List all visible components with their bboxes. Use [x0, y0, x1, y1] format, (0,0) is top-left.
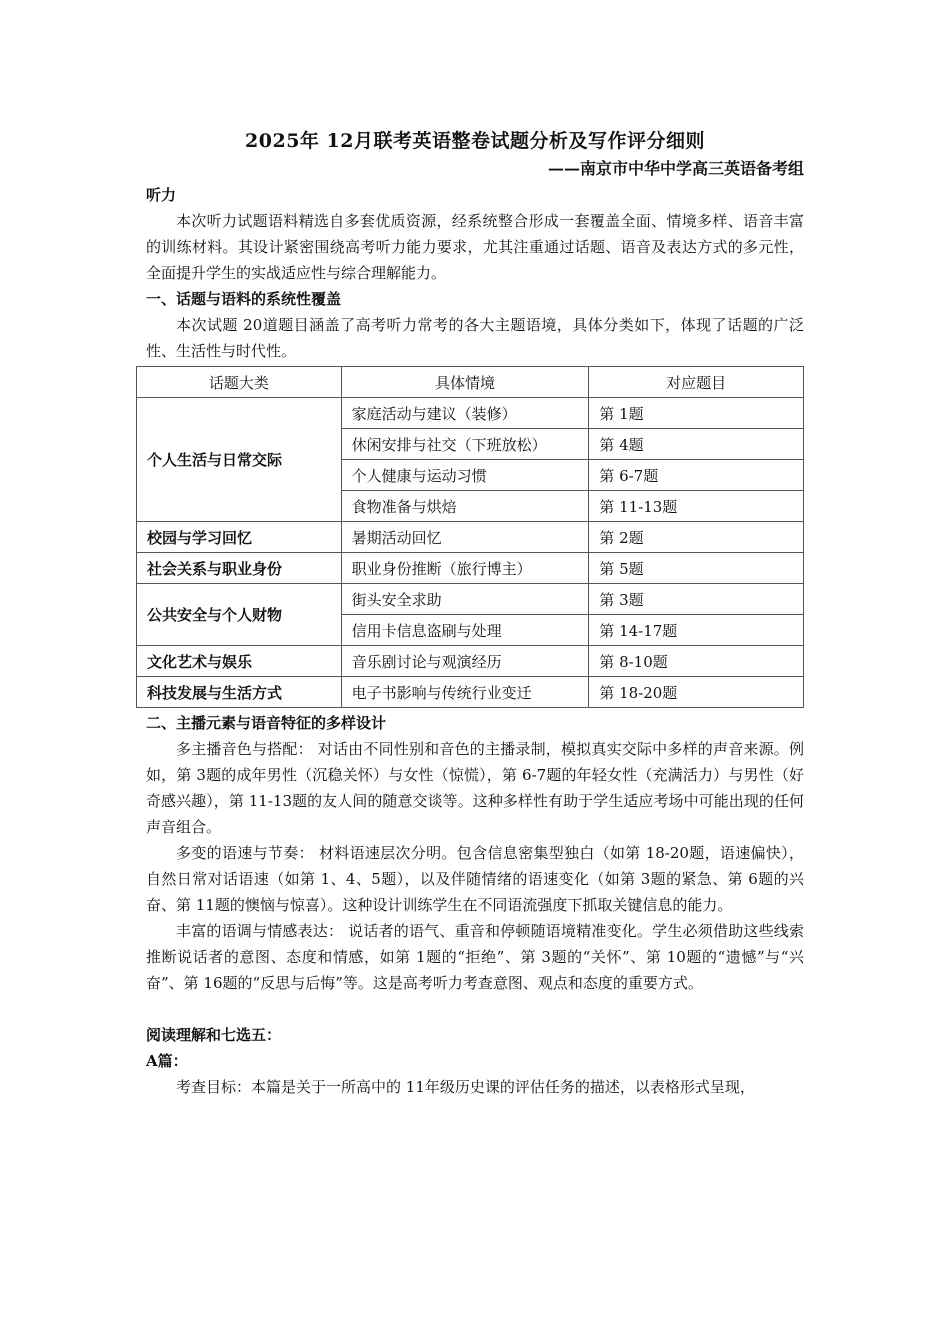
category-cell: 社会关系与职业身份 — [137, 553, 342, 584]
section1-text: 本次试题 20道题目涵盖了高考听力常考的各大主题语境，具体分类如下，体现了话题的广泛性、生活性与时代性。 — [146, 316, 804, 360]
scene-cell: 街头安全求助 — [341, 584, 589, 615]
document-subtitle: ——南京市中华中学高三英语备考组 — [547, 159, 804, 178]
voice-variety-paragraph: 多主播音色与搭配： 对话由不同性别和音色的主播录制，模拟真实交际中多样的声音来源。例如，第 3题的成年男性（沉稳关怀）与女性（惊慌），第 6-7题的年轻女性（充满活力）与男性（好奇感兴趣），第 11-13题的友人间的随意交谈等。这种多样性有助于学生适应考场中可能出现的任何声音组合。 — [146, 740, 804, 836]
document-page — [146, 126, 804, 1100]
document-title: 2025年 12月联考英语整卷试题分析及写作评分细则 — [245, 130, 705, 152]
table-header-cell: 话题大类 — [137, 367, 342, 398]
items-cell: 第 18-20题 — [589, 677, 804, 708]
items-cell: 第 2题 — [589, 522, 804, 553]
scene-cell: 家庭活动与建议（装修） — [341, 398, 589, 429]
table-row — [137, 522, 804, 553]
table-row — [137, 646, 804, 677]
category-cell: 公共安全与个人财物 — [137, 584, 342, 646]
items-cell: 第 4题 — [589, 429, 804, 460]
listening-intro: 本次听力试题语料精选自多套优质资源，经系统整合形成一套覆盖全面、情境多样、语音丰富的训练材料。其设计紧密围绕高考听力能力要求，尤其注重通过话题、语音及表达方式的多元性，全面提升学生的实战适应性与综合理解能力。 — [146, 212, 804, 282]
table-row — [137, 584, 804, 615]
table-header-cell: 对应题目 — [589, 367, 804, 398]
items-cell: 第 14-17题 — [589, 615, 804, 646]
category-cell: 个人生活与日常交际 — [137, 398, 342, 522]
scene-cell: 信用卡信息盗刷与处理 — [341, 615, 589, 646]
scene-cell: 个人健康与运动习惯 — [341, 460, 589, 491]
intonation-paragraph: 丰富的语调与情感表达： 说话者的语气、重音和停顿随语境精准变化。学生必须借助这些线索推断说话者的意图、态度和情感，如第 1题的“拒绝”、第 3题的“关怀”、第 10题的“遗憾”与“兴奋”、第 16题的“反思与后悔”等。这是高考听力考查意图、观点和态度的重要方式。 — [146, 922, 804, 992]
scene-cell: 休闲安排与社交（下班放松） — [341, 429, 589, 460]
listening-heading: 听力 — [146, 186, 177, 204]
table-header-cell: 具体情境 — [341, 367, 589, 398]
section2-heading: 二、主播元素与语音特征的多样设计 — [146, 714, 387, 732]
part-a-heading: A篇： — [146, 1052, 188, 1070]
items-cell: 第 8-10题 — [589, 646, 804, 677]
topic-table — [136, 366, 804, 708]
scene-cell: 电子书影响与传统行业变迁 — [341, 677, 589, 708]
table-row — [137, 553, 804, 584]
table-header-row — [137, 367, 804, 398]
table-row — [137, 398, 804, 429]
items-cell: 第 6-7题 — [589, 460, 804, 491]
items-cell: 第 3题 — [589, 584, 804, 615]
blank-line — [146, 996, 804, 1022]
items-cell: 第 5题 — [589, 553, 804, 584]
section1-heading: 一、话题与语料的系统性覆盖 — [146, 290, 342, 308]
scene-cell: 暑期活动回忆 — [341, 522, 589, 553]
table-row — [137, 677, 804, 708]
scene-cell: 食物准备与烘焙 — [341, 491, 589, 522]
speech-rate-paragraph: 多变的语速与节奏： 材料语速层次分明。包含信息密集型独白（如第 18-20题，语速偏快），自然日常对话语速（如第 1、4、5题），以及伴随情绪的语速变化（如第 3题的紧急、第 6题的兴奋、第 11题的懊恼与惊喜）。这种设计训练学生在不同语流强度下抓取关键信息的能力。 — [146, 844, 804, 914]
category-cell: 校园与学习回忆 — [137, 522, 342, 553]
part-a-text: 考查目标：本篇是关于一所高中的 11年级历史课的评估任务的描述，以表格形式呈现， — [176, 1078, 755, 1096]
category-cell: 文化艺术与娱乐 — [137, 646, 342, 677]
category-cell: 科技发展与生活方式 — [137, 677, 342, 708]
scene-cell: 职业身份推断（旅行博主） — [341, 553, 589, 584]
items-cell: 第 1题 — [589, 398, 804, 429]
items-cell: 第 11-13题 — [589, 491, 804, 522]
reading-heading: 阅读理解和七选五： — [146, 1026, 282, 1044]
scene-cell: 音乐剧讨论与观演经历 — [341, 646, 589, 677]
